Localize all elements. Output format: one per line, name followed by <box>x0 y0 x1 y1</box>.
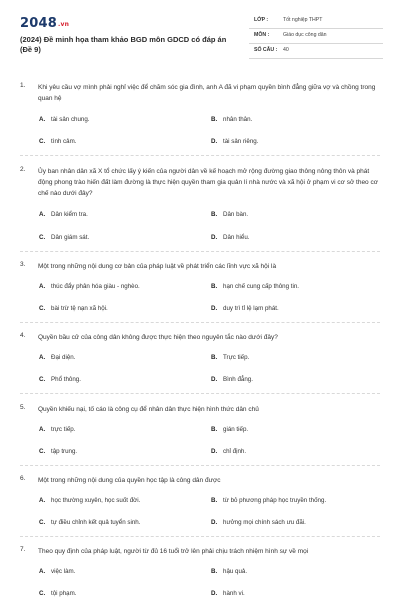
option-text: duy trì tỉ lệ lạm phát. <box>223 305 279 312</box>
question-text: Quyền khiếu nại, tố cáo là công cụ để nhân dân thực hiện hình thức dân chủ <box>38 406 259 413</box>
question-divider <box>20 393 380 394</box>
option-key: B. <box>211 211 218 218</box>
logo-text: 2048 <box>20 16 57 31</box>
option-text: trực tiếp. <box>51 426 76 433</box>
option-key: D. <box>211 305 218 312</box>
answer-option[interactable] <box>39 211 88 218</box>
meta-row-subject <box>249 29 383 44</box>
meta-value: Giáo dục công dân <box>283 32 327 38</box>
option-key: D. <box>211 519 218 526</box>
logo-suffix: .vn <box>57 21 70 28</box>
answer-option[interactable] <box>211 234 250 241</box>
question-number: 5. <box>20 404 26 411</box>
option-text: tình cảm. <box>51 138 77 145</box>
option-key: D. <box>211 138 218 145</box>
question-divider <box>20 536 380 537</box>
answer-option[interactable] <box>211 116 252 123</box>
option-key: A. <box>39 283 46 290</box>
answer-option[interactable] <box>39 234 89 241</box>
option-key: D. <box>211 376 218 383</box>
option-key: A. <box>39 116 46 123</box>
option-text: gián tiếp. <box>223 426 249 433</box>
answer-option[interactable] <box>211 590 245 597</box>
question-number: 7. <box>20 546 26 553</box>
question-text: Một trong những nội dung cơ bản của pháp luật về phát triển các lĩnh vực xã hội là <box>38 263 277 270</box>
option-text: Trực tiếp. <box>223 354 250 361</box>
answer-option[interactable] <box>39 519 140 526</box>
meta-label: SỐ CÂU : <box>254 47 278 53</box>
option-text: tài sản riêng. <box>223 138 259 145</box>
option-text: Dân hiểu. <box>223 234 250 241</box>
option-text: bài trừ tệ nạn xã hội. <box>51 305 108 312</box>
option-key: D. <box>211 590 218 597</box>
option-key: C. <box>39 305 46 312</box>
option-text: nhân thân. <box>223 116 253 123</box>
question-number: 2. <box>20 166 26 173</box>
question-divider <box>20 322 380 323</box>
answer-option[interactable] <box>39 283 140 290</box>
meta-label: MÔN : <box>254 32 270 38</box>
question-number: 3. <box>20 261 26 268</box>
option-text: chỉ định. <box>223 448 247 455</box>
meta-label: LỚP : <box>254 17 269 23</box>
answer-option[interactable] <box>211 354 249 361</box>
option-key: D. <box>211 234 218 241</box>
option-text: tập trung. <box>51 448 78 455</box>
option-text: tự điều chỉnh kết quả tuyển sinh. <box>51 519 141 526</box>
option-key: C. <box>39 234 46 241</box>
exam-meta-table <box>249 14 383 59</box>
answer-option[interactable] <box>211 283 299 290</box>
answer-option[interactable] <box>211 305 279 312</box>
question-number: 1. <box>20 82 26 89</box>
option-text: Phổ thông. <box>51 376 81 383</box>
option-key: B. <box>211 354 218 361</box>
option-key: C. <box>39 519 46 526</box>
option-text: tài sản chung. <box>51 116 90 123</box>
meta-value: 40 <box>283 47 289 53</box>
answer-option[interactable] <box>39 448 77 455</box>
question-text: Theo quy định của pháp luật, người từ đủ 16 tuổi trở lên phải chịu trách nhiệm hình sự về mọi <box>38 548 309 555</box>
answer-option[interactable] <box>39 116 90 123</box>
option-text: Dân giám sát. <box>51 234 90 241</box>
meta-row-count <box>249 44 383 59</box>
option-key: C. <box>39 376 46 383</box>
question-text: Ủy ban nhân dân xã X tổ chức lấy ý kiến của người dân về kế hoạch mở rộng đường giao thông nông thôn và phát động phong trào hiến đất làm đường là thực hiện quyền tham gia quản lí nhà nước và xã hội ở phạm vi cơ sở theo cơ chế nào dưới đây? <box>38 168 378 197</box>
answer-option[interactable] <box>39 376 81 383</box>
option-key: A. <box>39 568 46 575</box>
question-divider <box>20 465 380 466</box>
answer-option[interactable] <box>39 305 108 312</box>
page-header <box>0 0 400 72</box>
question-divider <box>20 251 380 252</box>
answer-option[interactable] <box>211 138 258 145</box>
question-number: 6. <box>20 475 26 482</box>
option-key: C. <box>39 448 46 455</box>
option-text: Bình đẳng. <box>223 376 253 383</box>
option-text: việc làm. <box>51 568 76 575</box>
answer-option[interactable] <box>39 354 75 361</box>
answer-option[interactable] <box>211 519 306 526</box>
option-key: A. <box>39 497 46 504</box>
answer-option[interactable] <box>39 497 140 504</box>
answer-option[interactable] <box>211 568 247 575</box>
answer-option[interactable] <box>211 497 326 504</box>
option-key: A. <box>39 211 46 218</box>
answer-option[interactable] <box>211 426 248 433</box>
site-logo[interactable] <box>20 16 69 31</box>
option-text: hưởng mọi chính sách ưu đãi. <box>223 519 306 526</box>
option-text: hạn chế cung cấp thông tin. <box>223 283 300 290</box>
meta-row-class <box>249 14 383 29</box>
answer-option[interactable] <box>211 448 246 455</box>
option-text: Dân kiểm tra. <box>51 211 88 218</box>
option-key: B. <box>211 497 218 504</box>
question-text: Quyền bầu cử của công dân không được thực hiện theo nguyên tắc nào dưới đây? <box>38 334 278 341</box>
document-title: (2024) Đề minh họa tham khảo BGD môn GDCD có đáp án (Đề 9) <box>20 35 227 54</box>
option-text: từ bỏ phương pháp học truyền thống. <box>223 497 327 504</box>
answer-option[interactable] <box>39 568 75 575</box>
option-key: B. <box>211 426 218 433</box>
answer-option[interactable] <box>39 426 75 433</box>
option-key: A. <box>39 354 46 361</box>
option-text: học thường xuyên, học suốt đời. <box>51 497 141 504</box>
answer-option[interactable] <box>211 376 253 383</box>
option-text: hành vi. <box>223 590 245 597</box>
option-key: C. <box>39 138 46 145</box>
answer-option[interactable] <box>39 138 76 145</box>
answer-option[interactable] <box>39 590 76 597</box>
option-key: D. <box>211 448 218 455</box>
option-key: B. <box>211 283 218 290</box>
question-number: 4. <box>20 332 26 339</box>
option-text: tội phạm. <box>51 590 77 597</box>
question-text: Một trong những nội dung của quyền học tập là công dân được <box>38 477 221 484</box>
option-text: thúc đẩy phân hóa giàu - nghèo. <box>51 283 140 290</box>
option-text: hậu quả. <box>223 568 248 575</box>
option-text: Dân bàn. <box>223 211 249 218</box>
option-key: B. <box>211 116 218 123</box>
option-key: B. <box>211 568 218 575</box>
option-key: C. <box>39 590 46 597</box>
question-divider <box>20 155 380 156</box>
answer-option[interactable] <box>211 211 248 218</box>
option-text: Đại diện. <box>51 354 76 361</box>
question-text: Khi yêu cầu vợ mình phải nghỉ việc để chăm sóc gia đình, anh A đã vi phạm quyền bình đẳng giữa vợ và chồng trong quan hệ <box>38 84 376 102</box>
option-key: A. <box>39 426 46 433</box>
meta-value: Tốt nghiệp THPT <box>283 17 323 23</box>
